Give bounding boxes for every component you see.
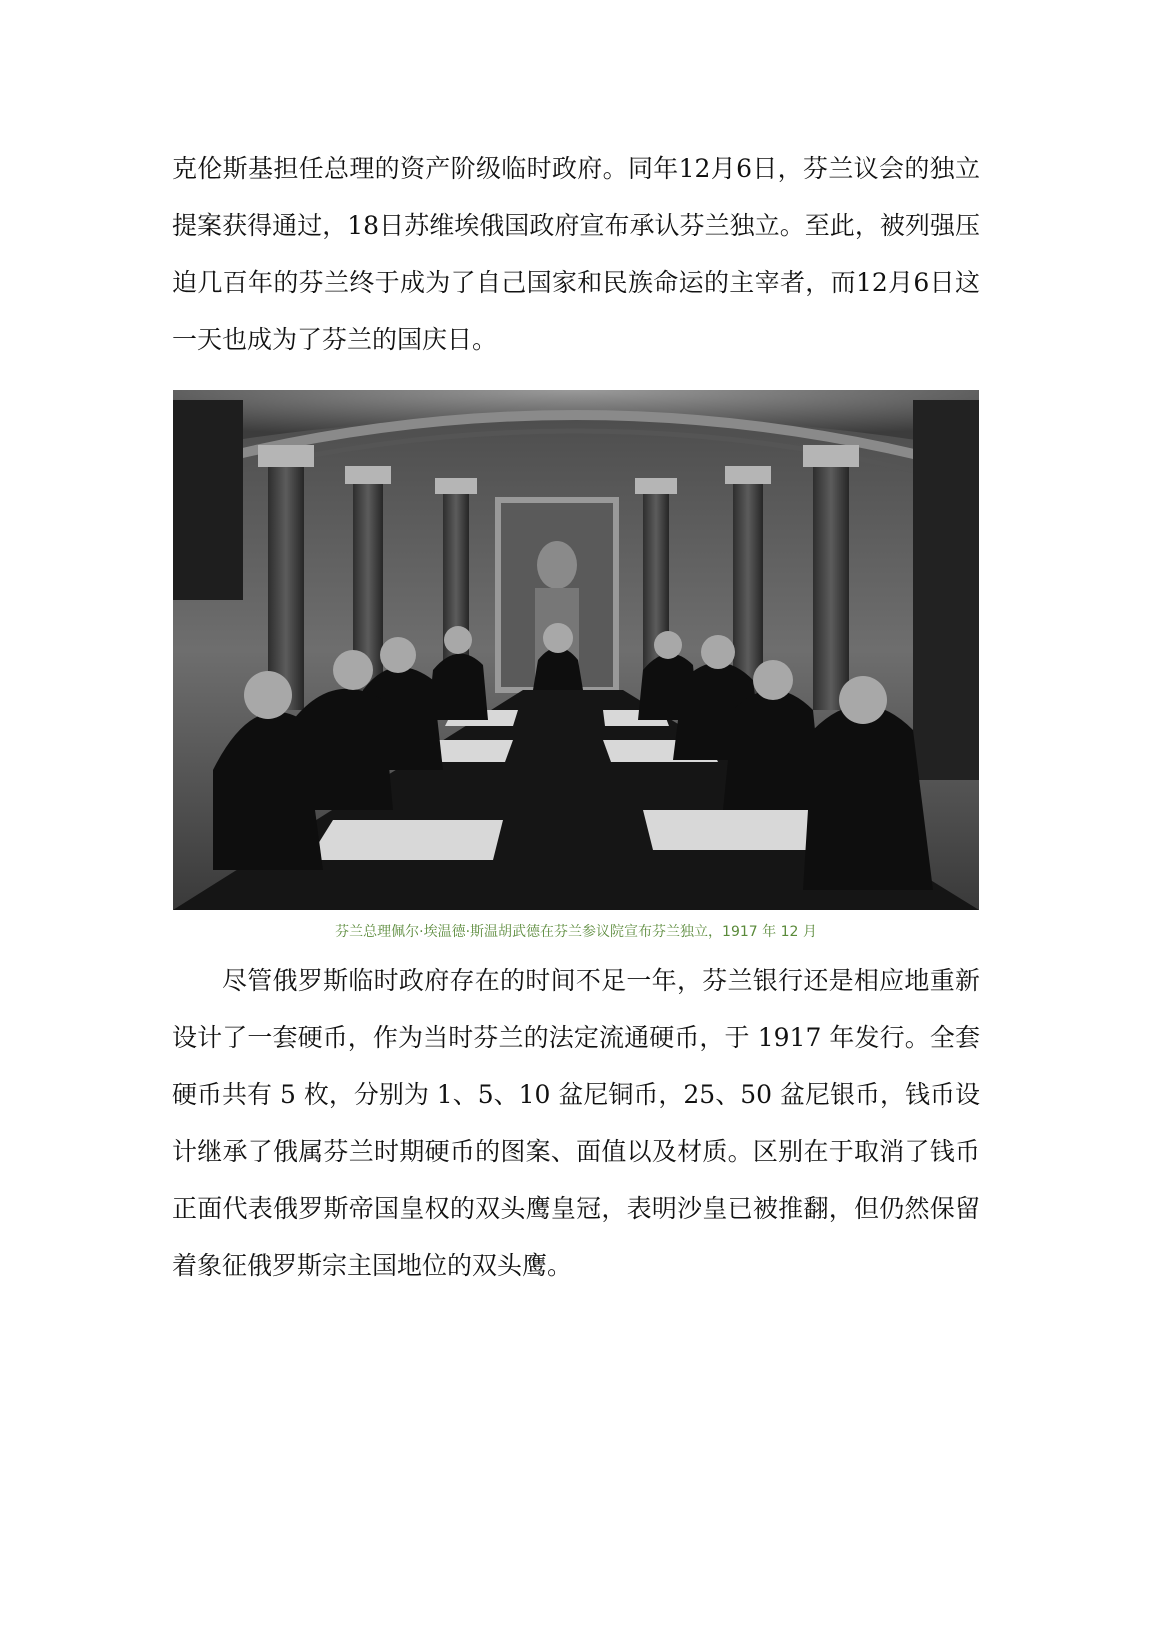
body-paragraph-2: 尽管俄罗斯临时政府存在的时间不足一年，芬兰银行还是相应地重新设计了一套硬币，作为当时芬兰的法定流通硬币，于 1917 年发行。全套硬币共有 5 枚，分别为 1、5、10 盆尼铜币，25、50 盆尼银币，钱币设计继承了俄属芬兰时期硬币的图案、面值以及材质。区别在于取消了钱币正面代表俄罗斯帝国皇权的双头鹰皇冠，表明沙皇已被推翻，但仍然保留着象征俄罗斯宗主国地位的双头鹰。 [172,966,980,1280]
senate-meeting-photo [173,390,979,910]
photo-illustration [173,390,979,910]
body-paragraph-1: 克伦斯基担任总理的资产阶级临时政府。同年12月6日，芬兰议会的独立提案获得通过，18日苏维埃俄国政府宣布承认芬兰独立。至此，被列强压迫几百年的芬兰终于成为了自己国家和民族命运的主宰者，而12月6日这一天也成为了芬兰的国庆日。 [172,154,980,354]
photo-caption: 芬兰总理佩尔·埃温德·斯温胡武德在芬兰参议院宣布芬兰独立，1917 年 12 月 [335,924,817,940]
